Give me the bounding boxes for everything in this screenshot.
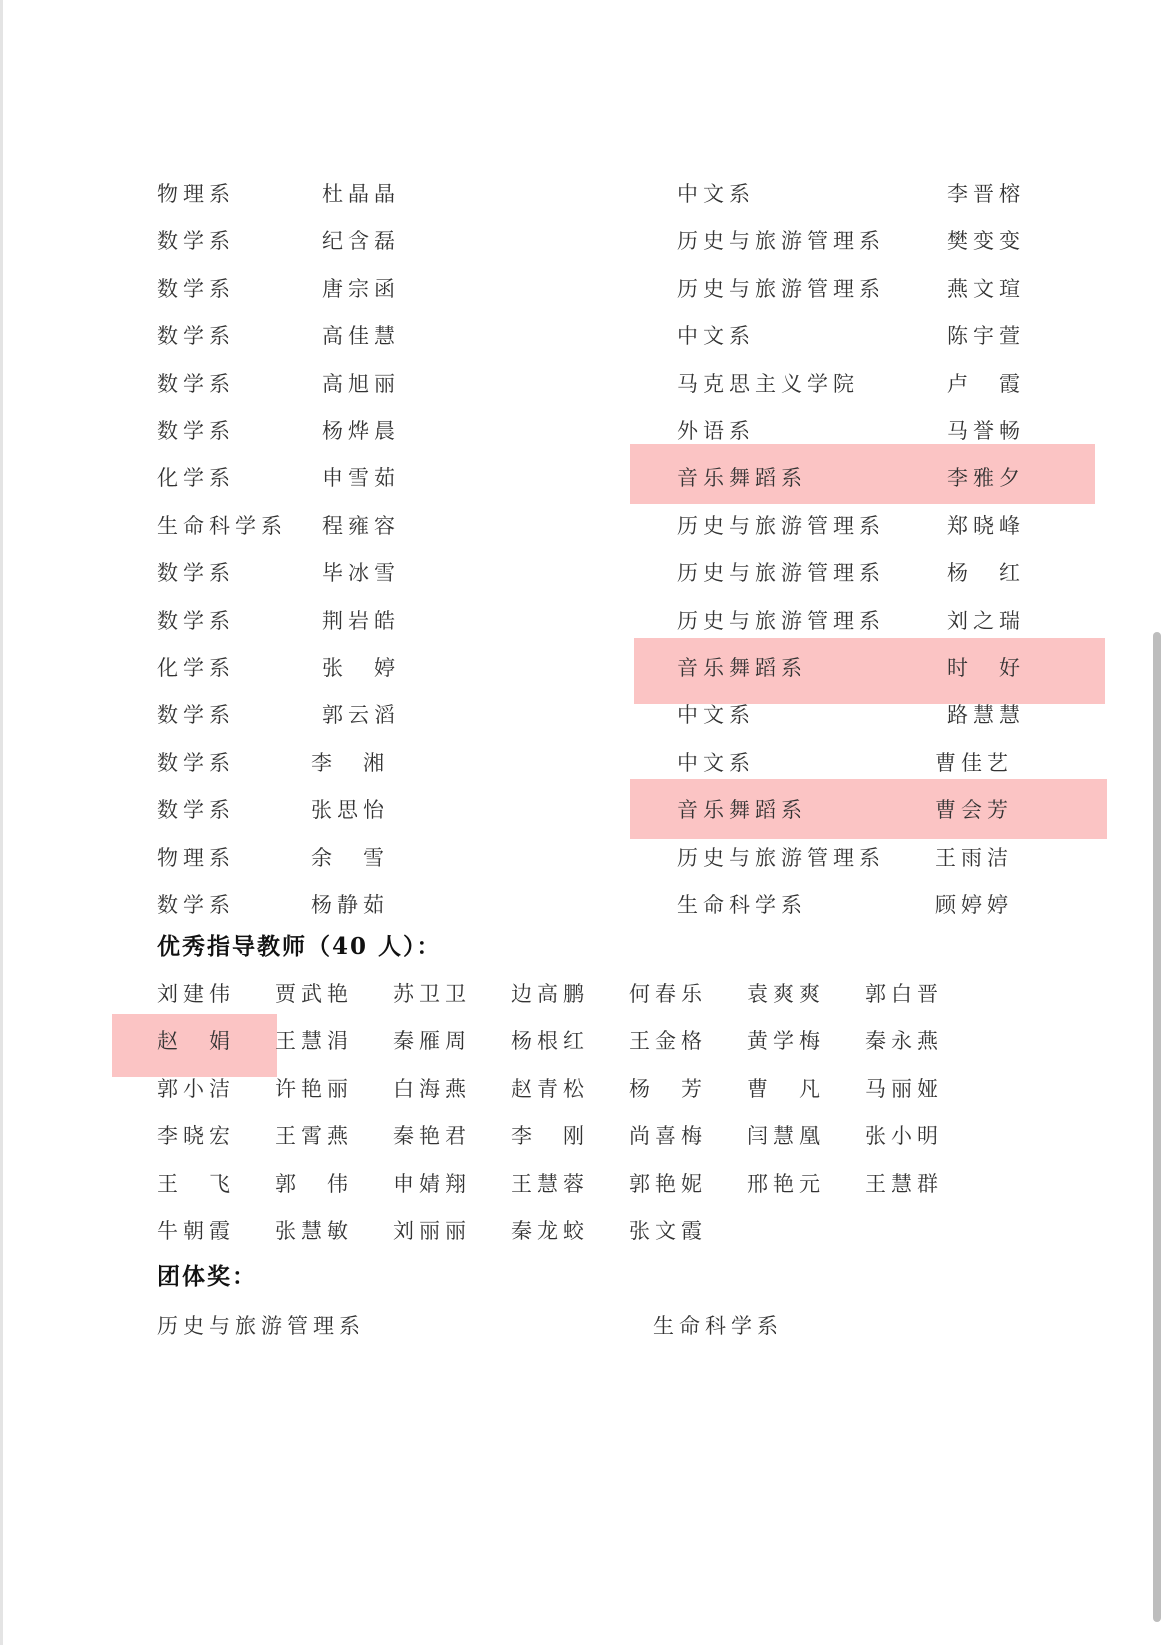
awardee-dept: 外语系 <box>677 419 755 443</box>
awardee-dept: 生命科学系 <box>157 514 287 538</box>
awardee-dept: 音乐舞蹈系 <box>677 798 807 822</box>
awardee-dept: 数学系 <box>157 609 235 633</box>
awardee-name: 郭云滔 <box>322 703 400 727</box>
teacher-name: 赵 娟 <box>157 1029 235 1053</box>
awardee-dept: 化学系 <box>157 656 235 680</box>
awardee-dept: 马克思主义学院 <box>677 372 859 396</box>
teacher-name: 秦永燕 <box>865 1029 943 1053</box>
awardee-name: 毕冰雪 <box>322 561 400 585</box>
teacher-name: 申婧翔 <box>393 1172 471 1196</box>
teacher-name: 郭 伟 <box>275 1172 353 1196</box>
awardee-name: 卢 霞 <box>947 372 1025 396</box>
teacher-name: 牛朝霞 <box>157 1219 235 1243</box>
awardee-dept: 音乐舞蹈系 <box>677 466 807 490</box>
awardee-name: 申雪茹 <box>322 466 400 490</box>
awardee-name: 张 婷 <box>322 656 400 680</box>
teacher-name: 马丽娅 <box>865 1077 943 1101</box>
awardee-name: 杜晶晶 <box>322 182 400 206</box>
awardee-dept: 历史与旅游管理系 <box>677 846 885 870</box>
teacher-name: 杨 芳 <box>629 1077 707 1101</box>
teacher-name: 赵青松 <box>511 1077 589 1101</box>
awardee-dept: 历史与旅游管理系 <box>677 561 885 585</box>
teacher-name: 王慧涓 <box>275 1029 353 1053</box>
teacher-name: 王慧蓉 <box>511 1172 589 1196</box>
teacher-name: 贾武艳 <box>275 982 353 1006</box>
awardee-name: 曹佳艺 <box>935 751 1013 775</box>
teacher-name: 白海燕 <box>393 1077 471 1101</box>
teacher-name: 袁爽爽 <box>747 982 825 1006</box>
awardee-dept: 数学系 <box>157 229 235 253</box>
awardee-dept: 中文系 <box>677 751 755 775</box>
teacher-name: 王霄燕 <box>275 1124 353 1148</box>
awardee-dept: 音乐舞蹈系 <box>677 656 807 680</box>
awardee-name: 马誉畅 <box>947 419 1025 443</box>
awardee-name: 高佳慧 <box>322 324 400 348</box>
teacher-name: 张慧敏 <box>275 1219 353 1243</box>
awardee-name: 唐宗函 <box>322 277 400 301</box>
teacher-name: 李晓宏 <box>157 1124 235 1148</box>
awardee-name: 高旭丽 <box>322 372 400 396</box>
teacher-name: 郭白晋 <box>865 982 943 1006</box>
awardee-name: 荆岩皓 <box>322 609 400 633</box>
awardee-dept: 生命科学系 <box>677 893 807 917</box>
teacher-name: 王慧群 <box>865 1172 943 1196</box>
awardee-name: 郑晓峰 <box>947 514 1025 538</box>
teacher-name: 李 刚 <box>511 1124 589 1148</box>
teacher-name: 尚喜梅 <box>629 1124 707 1148</box>
teacher-name: 邢艳元 <box>747 1172 825 1196</box>
awardee-dept: 数学系 <box>157 372 235 396</box>
awardee-name: 余 雪 <box>311 846 389 870</box>
teacher-name: 秦雁周 <box>393 1029 471 1053</box>
teacher-name: 张文霞 <box>629 1219 707 1243</box>
page-left-edge <box>0 0 3 1645</box>
awardee-dept: 数学系 <box>157 561 235 585</box>
teacher-name: 闫慧凰 <box>747 1124 825 1148</box>
teacher-name: 郭小洁 <box>157 1077 235 1101</box>
teacher-name: 王 飞 <box>157 1172 235 1196</box>
awardee-name: 王雨洁 <box>935 846 1013 870</box>
teacher-name: 边高鹏 <box>511 982 589 1006</box>
awardee-name: 顾婷婷 <box>935 893 1013 917</box>
awardee-name: 陈宇萱 <box>947 324 1025 348</box>
teacher-name: 刘丽丽 <box>393 1219 471 1243</box>
teacher-name: 黄学梅 <box>747 1029 825 1053</box>
awardee-dept: 历史与旅游管理系 <box>677 609 885 633</box>
awardee-name: 燕文瑄 <box>947 277 1025 301</box>
awardee-name: 杨静茹 <box>311 893 389 917</box>
awardee-name: 李 湘 <box>311 751 389 775</box>
teachers-heading: 优秀指导教师（40 人）： <box>157 933 442 960</box>
awardee-name: 路慧慧 <box>947 703 1025 727</box>
teacher-name: 郭艳妮 <box>629 1172 707 1196</box>
awardee-dept: 中文系 <box>677 324 755 348</box>
teacher-name: 秦艳君 <box>393 1124 471 1148</box>
teacher-name: 刘建伟 <box>157 982 235 1006</box>
awardee-dept: 中文系 <box>677 182 755 206</box>
teacher-name: 何春乐 <box>629 982 707 1006</box>
teacher-name: 张小明 <box>865 1124 943 1148</box>
teacher-name: 许艳丽 <box>275 1077 353 1101</box>
awardee-dept: 物理系 <box>157 182 235 206</box>
awardee-dept: 化学系 <box>157 466 235 490</box>
awardee-dept: 数学系 <box>157 798 235 822</box>
awardee-dept: 数学系 <box>157 703 235 727</box>
awardee-dept: 历史与旅游管理系 <box>677 277 885 301</box>
teacher-name: 秦龙蛟 <box>511 1219 589 1243</box>
awardee-name: 李晋榕 <box>947 182 1025 206</box>
teacher-name: 王金格 <box>629 1029 707 1053</box>
awardee-dept: 数学系 <box>157 893 235 917</box>
awardee-name: 杨烨晨 <box>322 419 400 443</box>
teacher-name: 苏卫卫 <box>393 982 471 1006</box>
awardee-name: 时 好 <box>947 656 1025 680</box>
awardee-name: 樊变变 <box>947 229 1025 253</box>
group-award-heading: 团体奖： <box>157 1263 257 1290</box>
awardee-dept: 物理系 <box>157 846 235 870</box>
scrollbar-thumb[interactable] <box>1153 632 1161 1622</box>
awardee-dept: 历史与旅游管理系 <box>677 229 885 253</box>
teacher-name: 曹 凡 <box>747 1077 825 1101</box>
awardee-dept: 数学系 <box>157 277 235 301</box>
awardee-name: 张思怡 <box>311 798 389 822</box>
awardee-dept: 历史与旅游管理系 <box>677 514 885 538</box>
awardee-dept: 数学系 <box>157 324 235 348</box>
group-award-item: 历史与旅游管理系 <box>157 1314 365 1338</box>
awardee-dept: 中文系 <box>677 703 755 727</box>
awardee-name: 杨 红 <box>947 561 1025 585</box>
awardee-name: 刘之瑞 <box>947 609 1025 633</box>
teacher-name: 杨根红 <box>511 1029 589 1053</box>
group-award-item: 生命科学系 <box>653 1314 783 1338</box>
awardee-name: 曹会芳 <box>935 798 1013 822</box>
awardee-name: 程雍容 <box>322 514 400 538</box>
awardee-name: 纪含磊 <box>322 229 400 253</box>
awardee-dept: 数学系 <box>157 419 235 443</box>
awardee-dept: 数学系 <box>157 751 235 775</box>
awardee-name: 李雅夕 <box>947 466 1025 490</box>
